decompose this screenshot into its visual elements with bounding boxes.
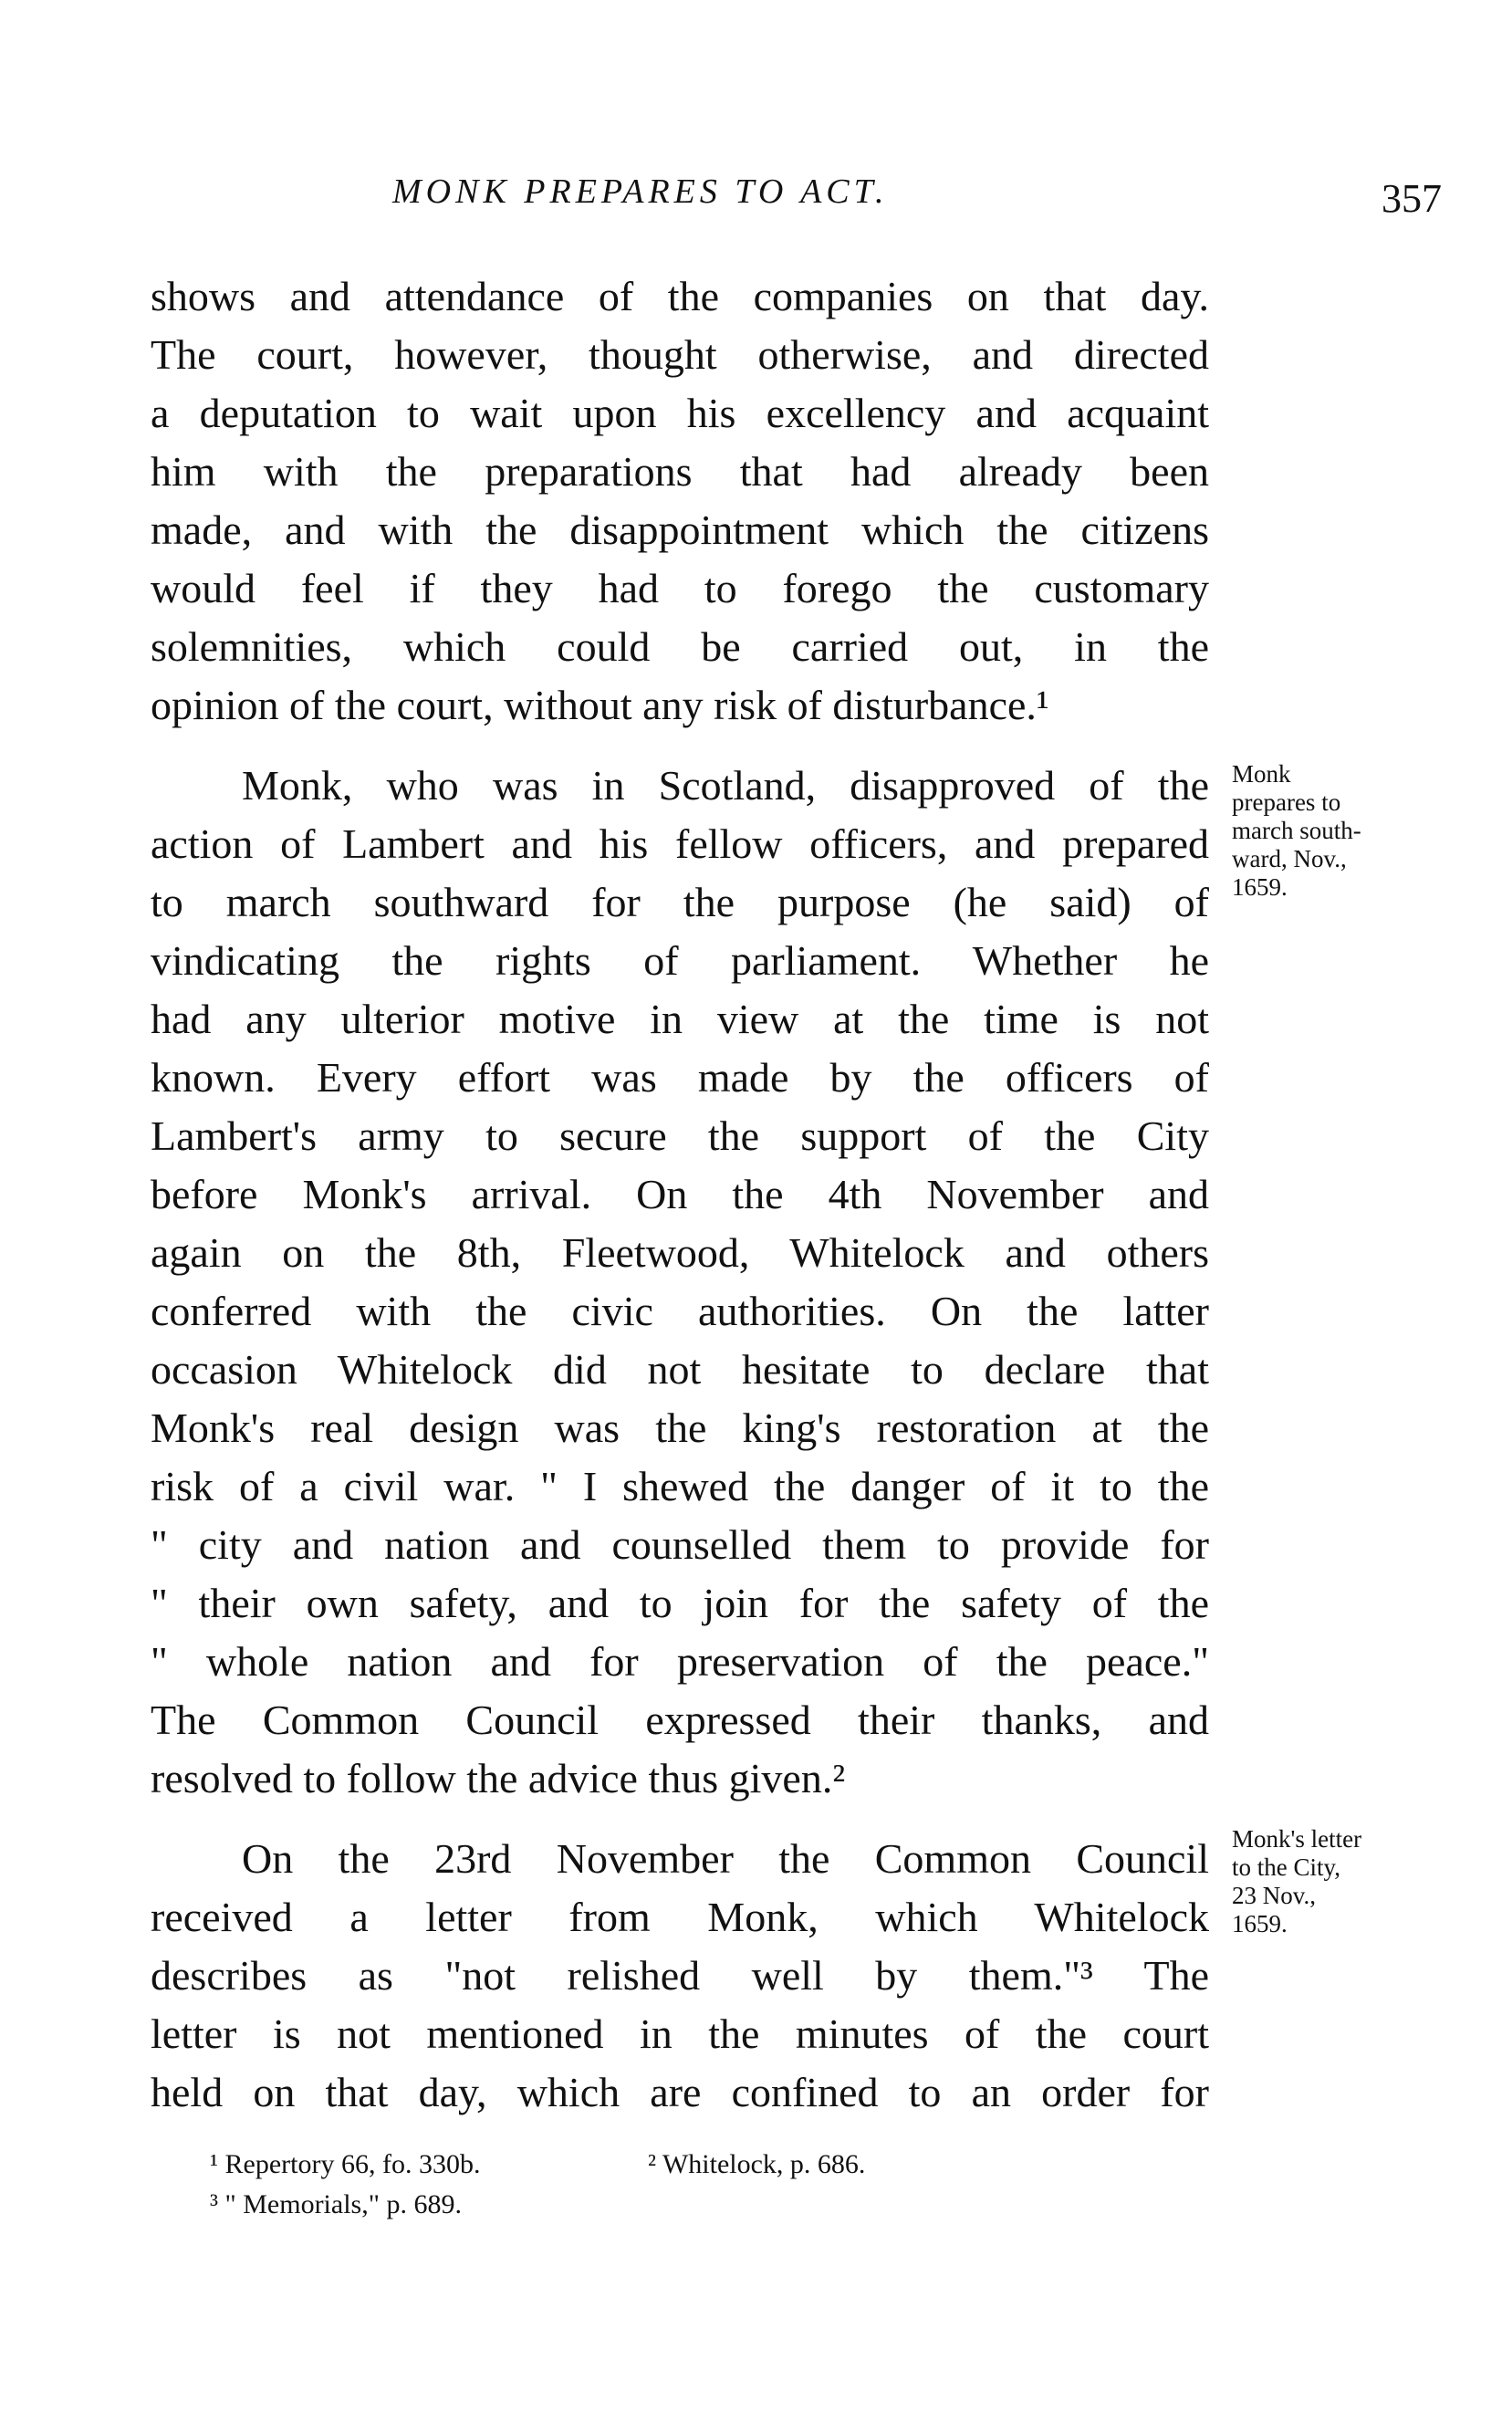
- page-number: 357: [1382, 176, 1442, 221]
- text-line: shows and attendance of the companies on that day.: [151, 273, 1209, 319]
- margin-note-line: ward, Nov.,: [1232, 845, 1347, 872]
- text-line: Lambert's army to secure the support of the City: [151, 1112, 1209, 1159]
- paragraph: [151, 267, 1209, 735]
- text-line: Monk's real design was the king's restoration at the: [151, 1404, 1209, 1451]
- text-line: received a letter from Monk, which Whitelock: [151, 1894, 1209, 1940]
- margin-note-line: 1659.: [1232, 873, 1288, 901]
- text-line: known. Every effort was made by the officers of: [151, 1054, 1209, 1101]
- text-line: again on the 8th, Fleetwood, Whitelock and others: [151, 1229, 1209, 1276]
- margin-note-line: 23 Nov.,: [1232, 1882, 1316, 1909]
- text-line: resolved to follow the advice thus given.²: [151, 1755, 846, 1801]
- text-line: him with the preparations that had already been: [151, 448, 1209, 495]
- text-line: risk of a civil war. " I shewed the danger of it to the: [151, 1463, 1209, 1509]
- text-line: action of Lambert and his fellow officers, and prepared: [151, 820, 1209, 867]
- text-line: conferred with the civic authorities. On the latter: [151, 1288, 1209, 1334]
- margin-note-line: Monk: [1232, 760, 1291, 788]
- text-line: occasion Whitelock did not hesitate to declare that: [151, 1346, 1209, 1393]
- margin-note-line: march south-: [1232, 817, 1361, 844]
- footnotes: [210, 2145, 1031, 2225]
- body-text: [151, 267, 1209, 2122]
- footnote-row: [210, 2185, 1031, 2225]
- margin-note-monk-prepares: [1232, 760, 1478, 902]
- margin-note-line: to the City,: [1232, 1853, 1340, 1881]
- text-line: opinion of the court, without any risk of disturbance.¹: [151, 682, 1049, 728]
- text-line: letter is not mentioned in the minutes of the court: [151, 2010, 1209, 2057]
- text-line: On the 23rd November the Common Council: [242, 1835, 1209, 1882]
- text-line: vindicating the rights of parliament. Whether he: [151, 937, 1209, 984]
- text-line: a deputation to wait upon his excellency and acquaint: [151, 390, 1209, 436]
- text-line: The court, however, thought otherwise, and directed: [151, 331, 1209, 378]
- text-line: " whole nation and for preservation of the peace.": [151, 1638, 1209, 1685]
- footnote-3: ³ " Memorials," p. 689.: [210, 2189, 462, 2219]
- text-line: to march southward for the purpose (he said) of: [151, 879, 1209, 925]
- text-line: solemnities, which could be carried out, in the: [151, 623, 1209, 670]
- text-line: The Common Council expressed their thanks, and: [151, 1697, 1209, 1743]
- text-line: before Monk's arrival. On the 4th November and: [151, 1171, 1209, 1217]
- footnote-2: ² Whitelock, p. 686.: [648, 2149, 866, 2179]
- margin-note-monks-letter: [1232, 1825, 1478, 1938]
- text-line: made, and with the disappointment which the citizens: [151, 506, 1209, 553]
- footnote-row: [210, 2145, 1031, 2185]
- text-line: " their own safety, and to join for the safety of the: [151, 1580, 1209, 1626]
- text-line: Monk, who was in Scotland, disapproved of the: [242, 762, 1209, 809]
- text-line: held on that day, which are confined to an order for: [151, 2069, 1209, 2115]
- paragraph: [151, 1830, 1209, 2122]
- page-header: [146, 155, 1442, 228]
- text-line: " city and nation and counselled them to provide for: [151, 1521, 1209, 1568]
- running-head: MONK PREPARES TO ACT.: [392, 172, 889, 211]
- text-line: describes as "not relished well by them."³ The: [151, 1952, 1209, 1999]
- margin-note-line: 1659.: [1232, 1910, 1288, 1937]
- text-line: had any ulterior motive in view at the time is not: [151, 996, 1209, 1042]
- footnote-1: ¹ Repertory 66, fo. 330b.: [210, 2149, 481, 2179]
- text-line: would feel if they had to forego the customary: [151, 565, 1209, 611]
- margin-note-line: prepares to: [1232, 788, 1341, 816]
- paragraph: [151, 757, 1209, 1808]
- margin-note-line: Monk's letter: [1232, 1825, 1362, 1853]
